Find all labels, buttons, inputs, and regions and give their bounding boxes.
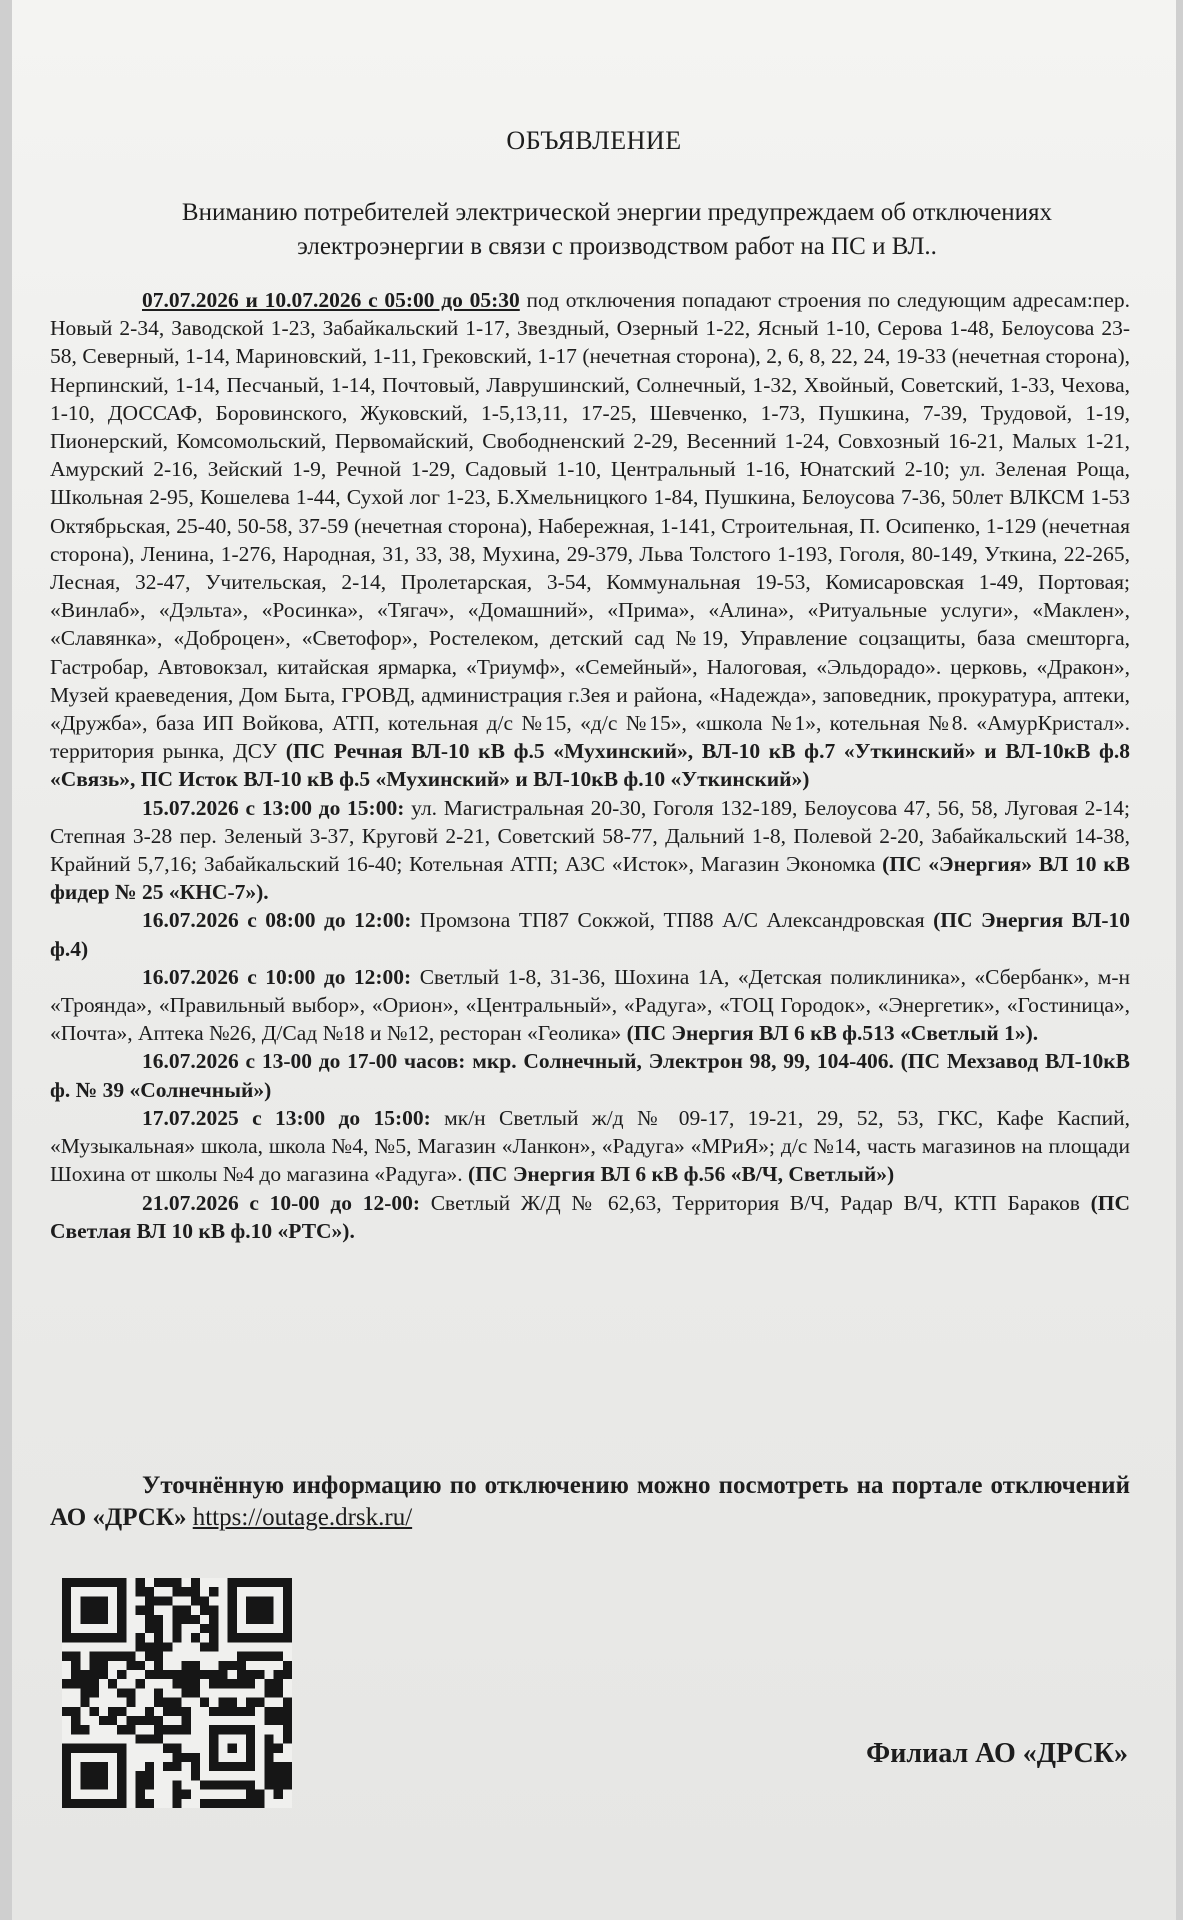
- announcement-1-text: под отключения попадают строения по следующим адресам:пер. Новый 2-34, Заводской 1-23, Забайкальский 1-17, Звездный, Озерный 1-22, Ясный 1-10, Серова 1-48, Белоусова 23-58, Северный, 1-14, Мариновский, 1-11, Грековский, 1-17 (нечетная сторона), 2, 6, 8, 22, 24, 19-33 (нечетная сторона), Нерпинский, 1-14, Песчаный, 1-14, Почтовый, Лаврушинский, Солнечный, 1-32, Хвойный, Советский, 1-33, Чехова, 1-10, ДОССАФ, Боровинского, Жуковский, 1-5,13,11, 17-25, Шевченко, 1-73, Пушкина, 7-39, Трудовой, 1-19, Пионерский, Комсомольский, Первомайский, Свободненский 2-29, Весенний 1-24, Совхозный 16-21, Малых 1-21, Амурский 2-16, Зейский 1-9, Речной 1-29, Садовый 1-10, Центральный 1-16, Юнатский 2-10; ул. Зеленая Роща, Школьная 2-95, Кошелева 1-44, Сухой лог 1-23, Б.Хмельницкого 1-84, Пушкина, Белоусова 7-36, 50лет ВЛКСМ 1-53 Октябрьская, 25-40, 50-58, 37-59 (нечетная сторона), Набережная, 1-141, Строительная, П. Осипенко, 1-129 (нечетная сторона), Ленина, 1-276, Народная, 31, 33, 38, Мухина, 29-379, Льва Толстого 1-193, Гоголя, 80-149, Уткина, 22-265, Лесная, 32-47, Учительская, 2-14, Пролетарская, 3-54, Коммунальная 19-53, Комисаровская 1-49, Портовая; «Винлаб», «Дэльта», «Росинка», «Тягач», «Домашний», «Прима», «Алина», «Ритуальные услуги», «Маклен», «Славянка», «Доброцен», «Светофор», Ростелеком, детский сад №19, Управление соцзащиты, база смешторга, Гастробар, Автовокзал, китайская ярмарка, «Триумф», «Семейный», Налоговая, «Эльдорадо». церковь, «Дракон», Музей краеведения, Дом Быта, ГРОВД, администрация г.Зея и района, «Надежда», заповедник, прокуратура, аптеки, «Дружба», база ИП Войкова, АТП, котельная д/с №15, «д/с №15», «школа №1», котельная №8. «АмурКристал». территория рынка, ДСУ: [50, 288, 1130, 764]
- document-page: [12, 0, 1176, 1920]
- announcement-4-source: (ПС Энергия ВЛ 6 кВ ф.513 «Светлый 1»).: [626, 1021, 1039, 1046]
- announcement-3-date: 16.07.2026 с 08:00 до 12:00:: [142, 908, 412, 933]
- announcement-3-source: (ПС Энергия ВЛ-10 ф.4): [50, 908, 1130, 961]
- announcement-1-source: (ПС Речная ВЛ-10 кВ ф.5 «Мухинский», ВЛ-10 кВ ф.7 «Уткинский» и ВЛ-10кВ ф.8 «Связь», ПС Исток ВЛ-10 кВ ф.5 «Мухинский» и ВЛ-10кВ ф.10 «Уткинский»): [50, 739, 1130, 792]
- announcement-1-date: 07.07.2026 и 10.07.2026 с 05:00 до 05:30: [142, 288, 520, 312]
- announcement-6: [50, 1104, 1130, 1189]
- announcement-7: [50, 1189, 1130, 1245]
- announcement-4: [50, 963, 1130, 1048]
- announcement-7-source: (ПС Светлая ВЛ 10 кВ ф.10 «РТС»).: [50, 1190, 1130, 1243]
- announcement-1: [50, 286, 1130, 794]
- document-title: ОБЪЯВЛЕНИЕ: [506, 126, 682, 155]
- announcement-6-text: мк/н Светлый ж/д № 09-17, 19-21, 29, 52, 53, ГКС, Кафе Каспий, «Музыкальная» школа, школа №4, №5, Магазин «Ланкон», «Радуга» «МРиЯ»; д/с №14, часть магазинов на площади Шохина от школы №4 до магазина «Радуга».: [50, 1105, 1131, 1187]
- announcement-6-date: 17.07.2025 с 13:00 до 15:00:: [142, 1105, 431, 1130]
- announcement-2-source: (ПС «Энергия» ВЛ 10 кВ фидер № 25 «КНС-7»).: [50, 852, 1130, 905]
- announcement-4-date: 16.07.2026 с 10:00 до 12:00:: [142, 964, 412, 989]
- announcement-7-text: Светлый Ж/Д № 62,63, Территория В/Ч, Радар В/Ч, КТП Бараков: [420, 1190, 1091, 1215]
- announcement-body: [50, 286, 1130, 1245]
- announcement-3: [50, 906, 1130, 962]
- announcement-2-text: ул. Магистральная 20-30, Гоголя 132-189, Белоусова 47, 56, 58, Луговая 2-14; Степная 3-28 пер. Зеленый 3-37, Круговй 2-21, Советский 58-77, Дальний 1-8, Полевой 2-20, Забайкальский 14-38, Крайний 5,7,16; Забайкальский 16-40; Котельная АТП; АЗС «Исток», Магазин Экономка: [50, 795, 1130, 877]
- outage-portal-link[interactable]: https://outage.drsk.ru/: [192, 1504, 413, 1531]
- announcement-5-date: 16.07.2026 с 13-00 до 17-00 часов:: [142, 1049, 466, 1074]
- announcement-5: [50, 1047, 1130, 1103]
- announcement-5-text: мкр. Солнечный, Электрон 98, 99, 104-406. (ПС Мехзавод ВЛ-10кВ ф. № 39 «Солнечный»): [50, 1049, 1130, 1102]
- announcement-3-text: Промзона ТП87 Сокжой, ТП88 А/С Александровская: [411, 908, 934, 933]
- intro-paragraph: Вниманию потребителей электрической энергии предупреждаем об отключениях электроэнергии в связи с производством работ на ПС и ВЛ..: [181, 199, 1053, 260]
- announcement-2-date: 15.07.2026 с 13:00 до 15:00:: [142, 795, 405, 820]
- signature: Филиал АО «ДРСК»: [866, 1738, 1128, 1769]
- footer-note-text: Уточнённую информацию по отключению можно посмотреть на портале отключений АО «ДРСК»: [50, 1472, 1130, 1531]
- announcement-4-text: Светлый 1-8, 31-36, Шохина 1А, «Детская поликлиника», «Сбербанк», м-н «Троянда», «Правильный выбор», «Орион», «Центральный», «Радуга», «ТОЦ Городок», «Энергетик», «Гостиница», «Почта», Аптека №26, Д/Сад №18 и №12, ресторан «Геолика»: [50, 964, 1131, 1046]
- announcement-2: [50, 794, 1130, 907]
- qr-code-icon[interactable]: [62, 1578, 292, 1808]
- announcement-7-date: 21.07.2026 с 10-00 до 12-00:: [142, 1190, 421, 1215]
- announcement-6-source: (ПС Энергия ВЛ 6 кВ ф.56 «В/Ч, Светлый»): [468, 1162, 895, 1187]
- footer-note: [50, 1470, 1130, 1534]
